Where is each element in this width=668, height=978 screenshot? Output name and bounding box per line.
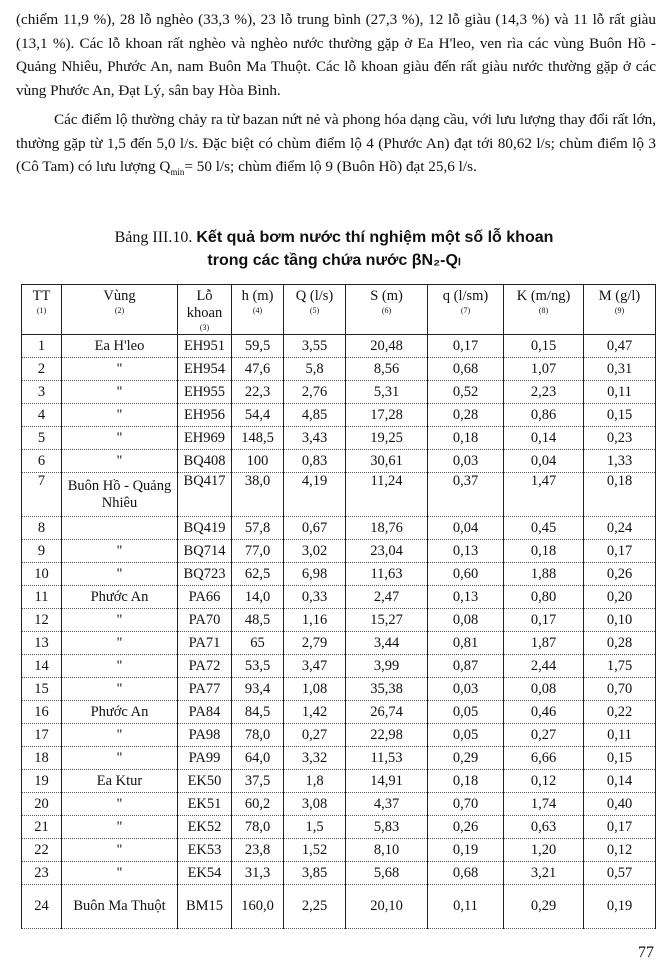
table-cell [62, 517, 178, 540]
page-number: 77 [638, 944, 654, 961]
column-header-index: (9) [614, 306, 625, 315]
table-cell: 2,76 [284, 381, 346, 404]
table-cell: " [62, 609, 178, 632]
table-caption-prefix: Bảng III.10. [114, 229, 197, 246]
table-cell: 0,19 [584, 885, 656, 929]
table-cell: 3,47 [284, 655, 346, 678]
table-cell: 18 [22, 747, 62, 770]
table-cell: " [62, 632, 178, 655]
table-cell: " [62, 404, 178, 427]
table-cell: 1,08 [284, 678, 346, 701]
table-cell: 1,88 [504, 563, 584, 586]
table-cell: 0,03 [428, 678, 504, 701]
table-cell: 4,85 [284, 404, 346, 427]
table-cell: " [62, 839, 178, 862]
column-header-label: Q (l/s) [295, 288, 334, 304]
table-row [22, 862, 656, 885]
table-cell: 3,02 [284, 540, 346, 563]
table-cell: Ea H'leo [62, 335, 178, 358]
table-cell: PA84 [178, 701, 232, 724]
column-header-index: (4) [252, 306, 263, 315]
table-cell: EK51 [178, 793, 232, 816]
table-cell: 2,25 [284, 885, 346, 929]
table-cell: 1,5 [284, 816, 346, 839]
table-row [22, 517, 656, 540]
table-cell: 22,98 [346, 724, 428, 747]
table-cell: 62,5 [232, 563, 284, 586]
table-cell: 0,18 [584, 473, 656, 517]
column-header-index: (1) [36, 306, 47, 315]
table-cell: 5,8 [284, 358, 346, 381]
table-row [22, 473, 656, 517]
table-cell: 0,11 [584, 381, 656, 404]
table-cell: 0,17 [584, 816, 656, 839]
column-header [62, 285, 178, 335]
table-cell: 5 [22, 427, 62, 450]
paragraph-2-text-a: Các điểm lộ thường chảy ra từ bazan nứt nẻ và phong hóa dạng cầu, với lưu lượng thay đổi rất lớn, thường gặp từ 1,5 đến 5,0 l/s. Đặc biệt có chùm điểm lộ 4 (Phước An) đạt tới 80,62 l/s; chùm điểm lộ 3 (Cô Tam) có lưu lượng Q [16, 111, 656, 175]
table-cell: 78,0 [232, 724, 284, 747]
table-row [22, 770, 656, 793]
table-cell: 38,0 [232, 473, 284, 517]
table-cell: 54,4 [232, 404, 284, 427]
table-cell: 0,17 [584, 540, 656, 563]
table-cell: PA70 [178, 609, 232, 632]
table-cell: EK52 [178, 816, 232, 839]
table-cell: 0,14 [504, 427, 584, 450]
table-cell: 18,76 [346, 517, 428, 540]
table-cell: " [62, 747, 178, 770]
table-cell: EK53 [178, 839, 232, 862]
table-row [22, 540, 656, 563]
column-header-index: (5) [309, 306, 320, 315]
table-header-row [22, 285, 656, 335]
table-cell: 60,2 [232, 793, 284, 816]
table-cell: 0,18 [428, 770, 504, 793]
table-cell: 1,20 [504, 839, 584, 862]
table-cell: 3,08 [284, 793, 346, 816]
column-header [584, 285, 656, 335]
table-cell: 0,40 [584, 793, 656, 816]
table-cell: 93,4 [232, 678, 284, 701]
table-cell: EH956 [178, 404, 232, 427]
table-cell: 0,46 [504, 701, 584, 724]
table-cell: 0,03 [428, 450, 504, 473]
table-cell: 9 [22, 540, 62, 563]
table-row [22, 358, 656, 381]
table-cell: EK50 [178, 770, 232, 793]
table-cell: 1,75 [584, 655, 656, 678]
table-cell: " [62, 862, 178, 885]
table-cell: 0,52 [428, 381, 504, 404]
table-cell: EK54 [178, 862, 232, 885]
table-cell: EH955 [178, 381, 232, 404]
table-row [22, 793, 656, 816]
table-cell: 1,74 [504, 793, 584, 816]
table-cell: 0,17 [504, 609, 584, 632]
table-cell: 0,15 [504, 335, 584, 358]
table-cell: Buôn Hồ - Quảng Nhiêu [62, 473, 178, 517]
table-cell: 0,26 [584, 563, 656, 586]
table-cell: " [62, 678, 178, 701]
table-cell: 0,83 [284, 450, 346, 473]
table-cell: 0,14 [584, 770, 656, 793]
table-cell: 0,13 [428, 586, 504, 609]
table-cell: 65 [232, 632, 284, 655]
table-cell: 0,10 [584, 609, 656, 632]
table-cell: 53,5 [232, 655, 284, 678]
table-cell: " [62, 563, 178, 586]
table-cell: 17,28 [346, 404, 428, 427]
table-cell: 0,18 [504, 540, 584, 563]
table-cell: 100 [232, 450, 284, 473]
table-cell: 15,27 [346, 609, 428, 632]
column-header-label: q (l/sm) [442, 288, 489, 304]
table-cell: 12 [22, 609, 62, 632]
column-header-label: h (m) [241, 288, 274, 304]
column-header-index: (2) [114, 306, 125, 315]
table-cell: 21 [22, 816, 62, 839]
table-cell: 15 [22, 678, 62, 701]
table-cell: 6 [22, 450, 62, 473]
table-cell: 2 [22, 358, 62, 381]
table-cell: BQ723 [178, 563, 232, 586]
table-cell: 0,28 [428, 404, 504, 427]
table-cell: 64,0 [232, 747, 284, 770]
table-cell: 1,47 [504, 473, 584, 517]
table-cell: BQ408 [178, 450, 232, 473]
table-cell: 0,11 [428, 885, 504, 929]
table-cell: 5,68 [346, 862, 428, 885]
table-cell: 1,16 [284, 609, 346, 632]
column-header [346, 285, 428, 335]
table-row [22, 701, 656, 724]
table-cell: 7 [22, 473, 62, 517]
table-cell: 8 [22, 517, 62, 540]
table-row [22, 655, 656, 678]
table-cell: 0,87 [428, 655, 504, 678]
table-cell: 0,17 [428, 335, 504, 358]
table-cell: 0,08 [504, 678, 584, 701]
column-header-index: (7) [460, 306, 471, 315]
table-cell: " [62, 540, 178, 563]
table-body [22, 335, 656, 929]
table-cell: 0,33 [284, 586, 346, 609]
table-cell: 11 [22, 586, 62, 609]
table-cell: 0,28 [584, 632, 656, 655]
table-cell: 0,68 [428, 358, 504, 381]
table-cell: 11,24 [346, 473, 428, 517]
table-row [22, 816, 656, 839]
table-row [22, 586, 656, 609]
table-cell: 148,5 [232, 427, 284, 450]
table-cell: 48,5 [232, 609, 284, 632]
table-row [22, 609, 656, 632]
table-cell: 47,6 [232, 358, 284, 381]
table-cell: 0,70 [428, 793, 504, 816]
table-cell: 20 [22, 793, 62, 816]
table-cell: Buôn Ma Thuột [62, 885, 178, 929]
column-header [22, 285, 62, 335]
table-cell: 0,29 [428, 747, 504, 770]
table-cell: 3,32 [284, 747, 346, 770]
table-cell: 24 [22, 885, 62, 929]
table-cell: PA77 [178, 678, 232, 701]
table-cell: BM15 [178, 885, 232, 929]
table-cell: 1,52 [284, 839, 346, 862]
table-cell: 0,24 [584, 517, 656, 540]
table-cell: 8,10 [346, 839, 428, 862]
column-header-index: (3) [199, 323, 210, 332]
table-cell: Ea Ktur [62, 770, 178, 793]
table-cell: EH951 [178, 335, 232, 358]
table-cell: 4,37 [346, 793, 428, 816]
table-cell: " [62, 816, 178, 839]
q-subscript: min [170, 167, 185, 178]
table-row [22, 404, 656, 427]
table-row [22, 724, 656, 747]
column-header [428, 285, 504, 335]
table-cell: " [62, 793, 178, 816]
table-cell: 1 [22, 335, 62, 358]
table-cell: 0,15 [584, 404, 656, 427]
table-cell: 2,79 [284, 632, 346, 655]
table-cell: 0,67 [284, 517, 346, 540]
column-header [284, 285, 346, 335]
column-header-index: (6) [381, 306, 392, 315]
table-cell: " [62, 358, 178, 381]
table-cell: BQ419 [178, 517, 232, 540]
table-cell: PA71 [178, 632, 232, 655]
table-cell: 1,87 [504, 632, 584, 655]
table-cell: 77,0 [232, 540, 284, 563]
table-cell: 6,98 [284, 563, 346, 586]
table-cell: " [62, 427, 178, 450]
table-cell: 0,12 [504, 770, 584, 793]
table-row [22, 678, 656, 701]
table-cell: 0,13 [428, 540, 504, 563]
table-cell: " [62, 655, 178, 678]
table-cell: PA72 [178, 655, 232, 678]
paragraph-2-text-b: = 50 l/s; chùm điểm lộ 9 (Buôn Hồ) đạt 25,6 l/s. [184, 158, 477, 175]
table-caption-line-1 [0, 226, 668, 250]
table-cell: 0,26 [428, 816, 504, 839]
body-paragraph-2 [16, 108, 656, 185]
table-cell: 0,05 [428, 724, 504, 747]
table-cell: 3,43 [284, 427, 346, 450]
table-cell: 16 [22, 701, 62, 724]
table-row [22, 747, 656, 770]
table-row [22, 839, 656, 862]
body-paragraph-1: (chiếm 11,9 %), 28 lỗ nghèo (33,3 %), 23 lỗ trung bình (27,3 %), 12 lỗ giàu (14,3 %) và 11 lỗ rất giàu (13,1 %). Các lỗ khoan rất nghèo và nghèo nước thường gặp ở Ea H'leo, ven rìa các vùng Buôn Hồ - Quảng Nhiêu, Phước An, nam Buôn Ma Thuột. Các lỗ khoan giàu đến rất giàu nước thường gặp ở các vùng Phước An, Đạt Lý, sân bay Hòa Bình. [16, 11, 656, 99]
table-cell: 0,27 [504, 724, 584, 747]
table-row [22, 885, 656, 929]
table-cell: 2,47 [346, 586, 428, 609]
table-cell: 4 [22, 404, 62, 427]
column-header-label: TT [32, 288, 51, 304]
table-cell: 14,0 [232, 586, 284, 609]
table-cell: Phước An [62, 701, 178, 724]
table-caption-title-1: Kết quả bơm nước thí nghiệm một số lỗ khoan [196, 229, 554, 246]
table-cell: 3,99 [346, 655, 428, 678]
column-header-label: M (g/l) [598, 288, 641, 304]
table-cell: 14 [22, 655, 62, 678]
table-cell: 0,63 [504, 816, 584, 839]
table-cell: 78,0 [232, 816, 284, 839]
table-cell: 0,05 [428, 701, 504, 724]
table-caption-line-2 [0, 249, 668, 273]
table-cell: 0,22 [584, 701, 656, 724]
table-cell: 2,44 [504, 655, 584, 678]
column-header-label: S (m) [370, 288, 403, 304]
table-caption-title-2: trong các tầng chứa nước βN₂-Qₗ [207, 252, 461, 269]
table-cell: " [62, 724, 178, 747]
table-cell: 20,10 [346, 885, 428, 929]
table-cell: 0,27 [284, 724, 346, 747]
table-cell: 160,0 [232, 885, 284, 929]
table-cell: 0,12 [584, 839, 656, 862]
table-cell: 0,57 [584, 862, 656, 885]
table-cell: BQ714 [178, 540, 232, 563]
table-cell: PA98 [178, 724, 232, 747]
table-row [22, 335, 656, 358]
column-header-label: Vùng [103, 288, 136, 304]
table-cell: 0,19 [428, 839, 504, 862]
table-cell: 30,61 [346, 450, 428, 473]
table-cell: 84,5 [232, 701, 284, 724]
column-header [504, 285, 584, 335]
table-cell: 0,47 [584, 335, 656, 358]
table-cell: 8,56 [346, 358, 428, 381]
table-cell: 0,45 [504, 517, 584, 540]
table-cell: PA66 [178, 586, 232, 609]
table-cell: 0,11 [584, 724, 656, 747]
table-cell: EH969 [178, 427, 232, 450]
table-cell: 22,3 [232, 381, 284, 404]
table-row [22, 450, 656, 473]
table-cell: 0,04 [504, 450, 584, 473]
table-cell: 0,18 [428, 427, 504, 450]
table-cell: 0,15 [584, 747, 656, 770]
table-cell: 14,91 [346, 770, 428, 793]
table-cell: 37,5 [232, 770, 284, 793]
table-row [22, 563, 656, 586]
table-cell: 10 [22, 563, 62, 586]
column-header-label: Lỗ khoan [186, 288, 223, 321]
table-cell: 23,04 [346, 540, 428, 563]
table-cell: 1,42 [284, 701, 346, 724]
column-header-index: (8) [538, 306, 549, 315]
table-row [22, 381, 656, 404]
column-header-label: K (m/ng) [516, 288, 571, 304]
table-cell: PA99 [178, 747, 232, 770]
table-cell: 26,74 [346, 701, 428, 724]
table-cell: 31,3 [232, 862, 284, 885]
table-cell: 6,66 [504, 747, 584, 770]
table-cell: " [62, 450, 178, 473]
table-cell: 11,63 [346, 563, 428, 586]
table-cell: 4,19 [284, 473, 346, 517]
table-cell: 5,83 [346, 816, 428, 839]
table-row [22, 632, 656, 655]
table-cell: 2,23 [504, 381, 584, 404]
table-cell: 0,68 [428, 862, 504, 885]
table-cell: 3 [22, 381, 62, 404]
table-cell: 1,8 [284, 770, 346, 793]
table-cell: 0,31 [584, 358, 656, 381]
table-cell: 3,55 [284, 335, 346, 358]
table-cell: 0,86 [504, 404, 584, 427]
table-cell: 11,53 [346, 747, 428, 770]
pumping-test-table [21, 284, 656, 929]
table-cell: 0,37 [428, 473, 504, 517]
table-cell: 0,81 [428, 632, 504, 655]
table-cell: 19,25 [346, 427, 428, 450]
table-cell: EH954 [178, 358, 232, 381]
table-cell: 0,04 [428, 517, 504, 540]
table-cell: 19 [22, 770, 62, 793]
table-cell: 0,29 [504, 885, 584, 929]
table-cell: 0,70 [584, 678, 656, 701]
table-cell: 0,60 [428, 563, 504, 586]
table-cell: 35,38 [346, 678, 428, 701]
table-cell: 23 [22, 862, 62, 885]
table-cell: 0,20 [584, 586, 656, 609]
table-cell: 1,33 [584, 450, 656, 473]
table-cell: " [62, 381, 178, 404]
table-cell: Phước An [62, 586, 178, 609]
table-cell: 0,80 [504, 586, 584, 609]
table-cell: 0,23 [584, 427, 656, 450]
table-cell: 13 [22, 632, 62, 655]
table-cell: 23,8 [232, 839, 284, 862]
table-cell: 22 [22, 839, 62, 862]
table-cell: BQ417 [178, 473, 232, 517]
table-cell: 59,5 [232, 335, 284, 358]
column-header [232, 285, 284, 335]
table-cell: 5,31 [346, 381, 428, 404]
table-cell: 3,85 [284, 862, 346, 885]
table-row [22, 427, 656, 450]
table-cell: 3,44 [346, 632, 428, 655]
table-cell: 20,48 [346, 335, 428, 358]
column-header [178, 285, 232, 335]
table-cell: 3,21 [504, 862, 584, 885]
table-cell: 1,07 [504, 358, 584, 381]
table-cell: 0,08 [428, 609, 504, 632]
table-cell: 17 [22, 724, 62, 747]
table-cell: 57,8 [232, 517, 284, 540]
